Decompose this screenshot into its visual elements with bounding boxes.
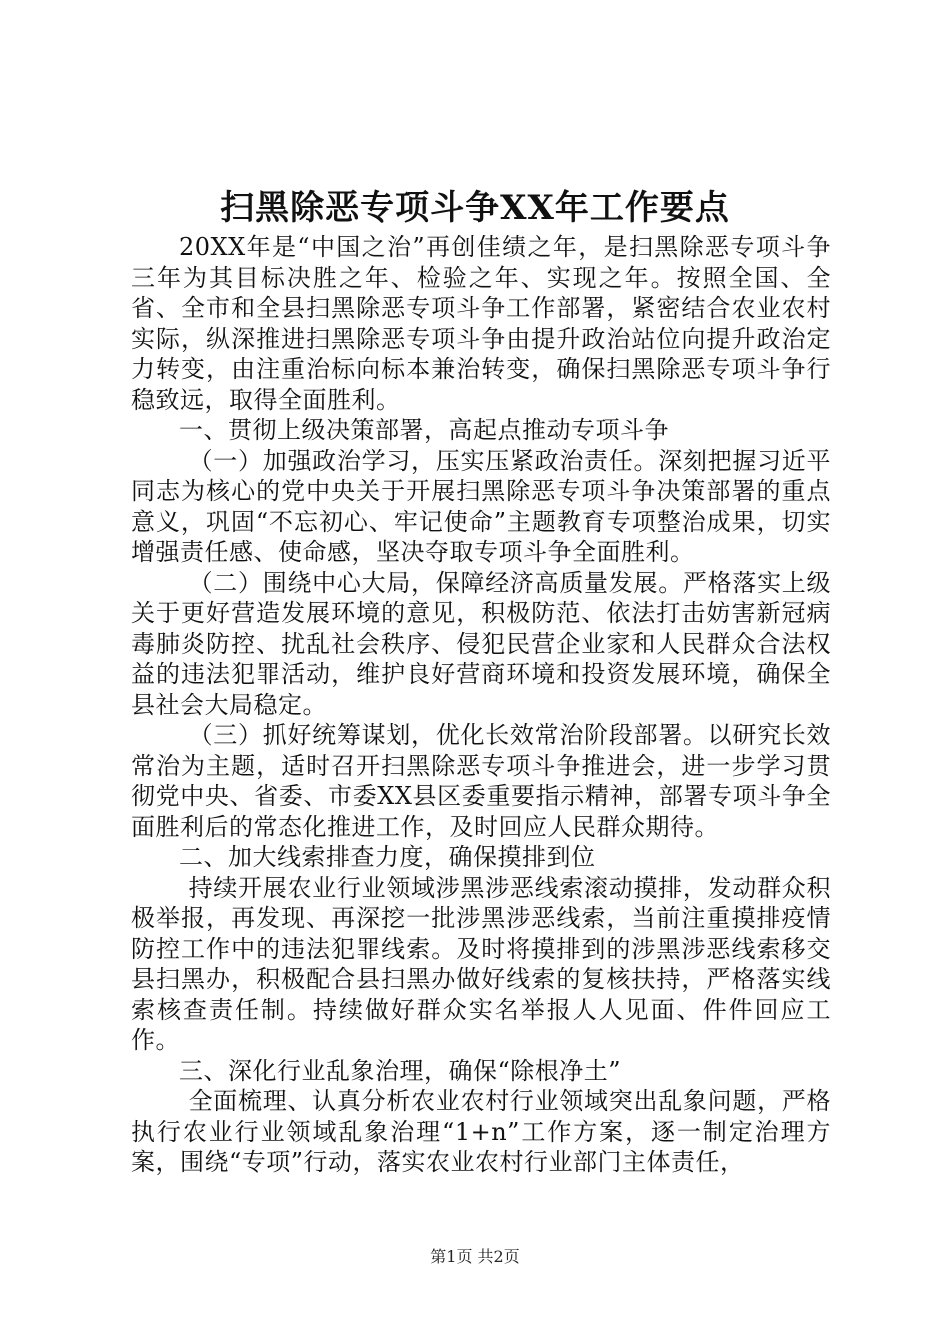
paragraph-3: 全面梳理、认真分析农业农村行业领域突出乱象问题，严格执行农业行业领域乱象治理“1+n”工作方案，逐一制定治理方案，围绕“专项”行动，落实农业农村行业部门主体责任， <box>131 1087 831 1176</box>
paragraph-2: 持续开展农业行业领域涉黑涉恶线索滚动摸排，发动群众积极举报，再发现、再深挖一批涉黑涉恶线索，当前注重摸排疫情防控工作中的违法犯罪线索。及时将摸排到的涉黑涉恶线索移交县扫黑办，积极配合县扫黑办做好线索的复核扶持，严格落实线索核查责任制。持续做好群众实名举报人人见面、件件回应工作。 <box>131 873 831 1054</box>
paragraph-1-2: （二）围绕中心大局，保障经济高质量发展。严格落实上级关于更好营造发展环境的意见，积极防范、依法打击妨害新冠病毒肺炎防控、扰乱社会秩序、侵犯民营企业家和人民群众合法权益的违法犯罪活动，维护良好营商环境和投资发展环境，确保全县社会大局稳定。 <box>131 568 831 719</box>
document-body <box>131 232 831 1178</box>
paragraph-1-3: （三）抓好统筹谋划，优化长效常治阶段部署。以研究长效常治为主题，适时召开扫黑除恶专项斗争推进会，进一步学习贯彻党中央、省委、市委XX县区委重要指示精神，部署专项斗争全面胜利后的常态化推进工作，及时回应人民群众期待。 <box>131 721 831 841</box>
paragraph-1-1: （一）加强政治学习，压实压紧政治责任。深刻把握习近平同志为核心的党中央关于开展扫黑除恶专项斗争决策部署的重点意义，巩固“不忘初心、牢记使命”主题教育专项整治成果，切实增强责任感、使命感，坚决夺取专项斗争全面胜利。 <box>131 446 831 566</box>
section-heading-1: 一、贯彻上级决策部署，高起点推动专项斗争 <box>179 416 669 444</box>
page-number-footer: 第1页 共2页 <box>430 1247 520 1266</box>
section-heading-2: 二、加大线索排查力度，确保摸排到位 <box>179 843 596 871</box>
document-title: 扫黑除恶专项斗争XX年工作要点 <box>220 188 730 228</box>
paragraph-intro: 20XX年是“中国之治”再创佳绩之年，是扫黑除恶专项斗争三年为其目标决胜之年、检验之年、实现之年。按照全国、全省、全市和全县扫黑除恶专项斗争工作部署，紧密结合农业农村实际，纵深推进扫黑除恶专项斗争由提升政治站位向提升政治定力转变，由注重治标向标本兼治转变，确保扫黑除恶专项斗争行稳致远，取得全面胜利。 <box>131 233 831 414</box>
section-heading-3: 三、深化行业乱象治理，确保“除根净土” <box>179 1056 622 1085</box>
